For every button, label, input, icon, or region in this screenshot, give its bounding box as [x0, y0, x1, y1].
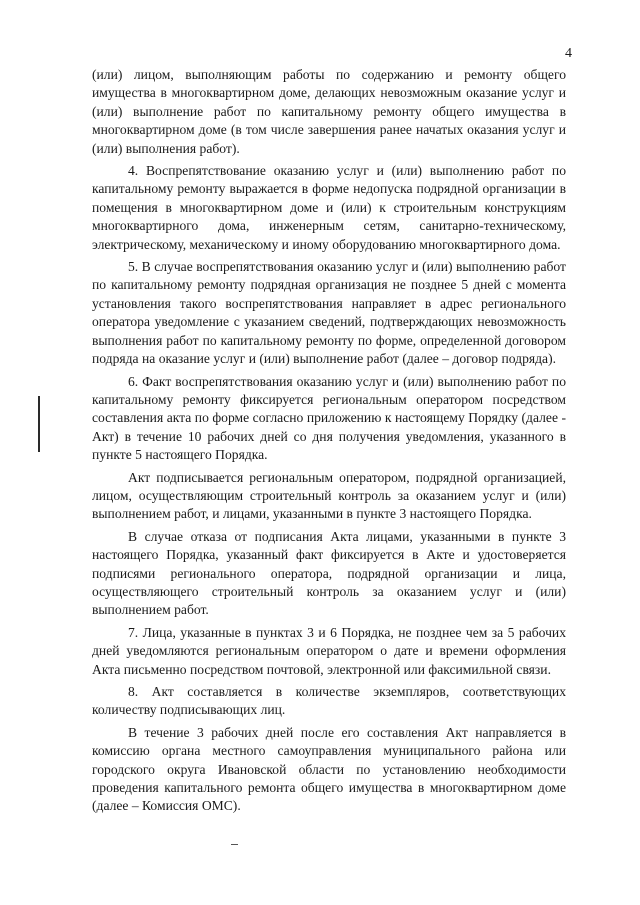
paragraph-item-5: 5. В случае воспрепятствования оказанию услуг и (или) выполнению работ по капитальному ремонту подрядная организация не позднее 5 дней с момента установления такого воспрепятствования направляет в адрес регионального оператора уведомление с указанием сведений, подтверждающих невозможность выполнения работ по капитальному ремонту по форме, определенной договором подряда на оказание услуг и (или) выполнение работ (далее – договор подряда). — [92, 259, 566, 367]
paragraph-commission: В течение 3 рабочих дней после его составления Акт направляется в комиссию органа местного самоуправления муниципального района или городского округа Ивановской области по установлению необходимости проведения капитального ремонта общего имущества в многоквартирном доме (далее – Комиссия ОМС). — [92, 724, 566, 814]
page-number: 4 — [565, 46, 572, 61]
paragraph-act-signing: Акт подписывается региональным оператором, подрядной организацией, лицом, осуществляющим строительный контроль за оказанием услуг и (или) выполнением работ, и лицами, указанными в пункте 3 настоящего Порядка. — [92, 469, 566, 522]
paragraph-item-4: 4. Воспрепятствование оказанию услуг и (или) выполнению работ по капитальному ремонту выражается в форме недопуска подрядной организации в помещения в многоквартирном доме и (или) к строительным конструкциям многоквартирного дома, инженерным сетям, санитарно-техническому, электрическому, механическому и иному оборудованию многоквартирного дома. — [92, 163, 566, 252]
scan-dash-mark — [231, 844, 238, 845]
paragraph-item-6: 6. Факт воспрепятствования оказанию услуг и (или) выполнению работ по капитальному ремонту фиксируется региональным оператором посредством составления акта по форме согласно приложению к настоящему Порядку (далее - Акт) в течение 10 рабочих дней со дня получения уведомления, указанного в пункте 5 настоящего Порядка. — [92, 373, 566, 463]
paragraph-item-7: 7. Лица, указанные в пунктах 3 и 6 Порядка, не позднее чем за 5 рабочих дней уведомляются региональным оператором о дате и времени оформления Акта письменно посредством почтовой, электронной или факсимильной связи. — [92, 624, 566, 677]
paragraph-refusal: В случае отказа от подписания Акта лицами, указанными в пункте 3 настоящего Порядка, указанный факт фиксируется в Акте и удостоверяется подписями регионального оператора, подрядной организации и лица, осуществляющего строительный контроль за оказанием услуг и (или) выполнением работ. — [92, 528, 566, 618]
scan-margin-mark — [38, 396, 40, 452]
paragraph-continuation: (или) лицом, выполняющим работы по содержанию и ремонту общего имущества в многоквартирном доме, делающих невозможным оказание услуг и (или) выполнение работ по капитальному ремонту общего имущества в многоквартирном доме (в том числе завершения ранее начатых оказания услуг и (или) выполнения работ). — [92, 67, 566, 156]
document-body — [92, 66, 566, 820]
paragraph-item-8: 8. Акт составляется в количестве экземпляров, соответствующих количеству подписывающих лиц. — [92, 684, 566, 718]
